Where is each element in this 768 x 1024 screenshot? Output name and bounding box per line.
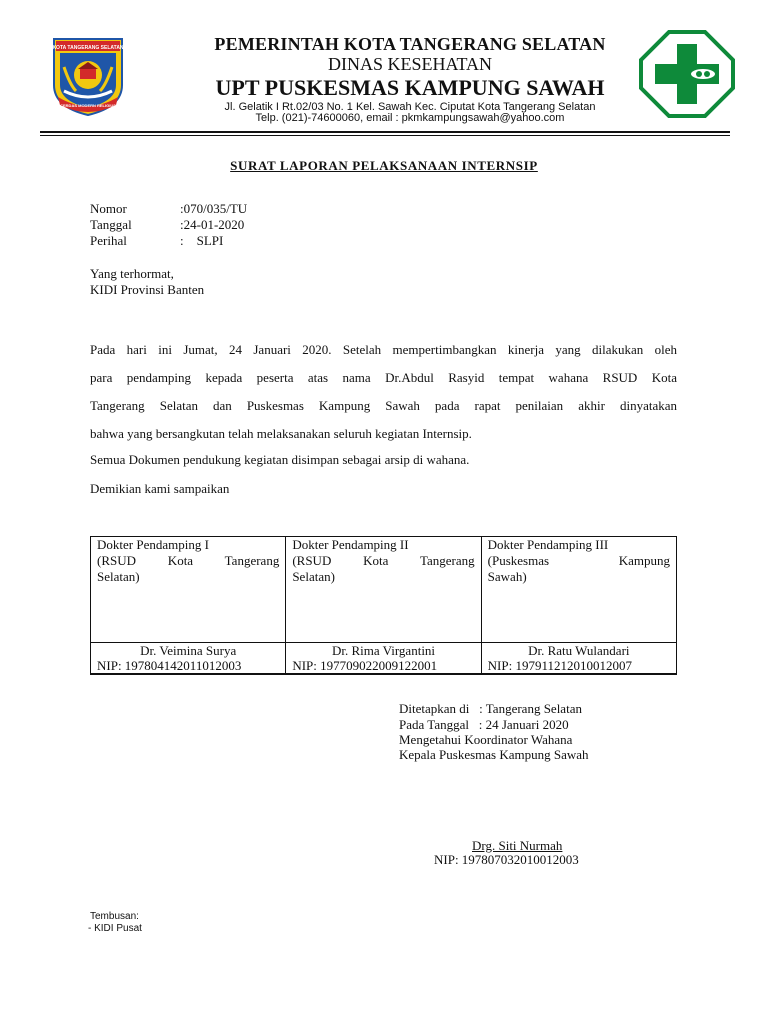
letter-title — [0, 158, 768, 174]
signer-institution-cont: Selatan) — [292, 569, 335, 584]
approval-place: Ditetapkan di : Tangerang Selatan — [399, 701, 582, 716]
signer-name-cell — [481, 643, 676, 675]
paragraph-line: para pendamping kepada peserta atas nama Dr.Abdul Rasyid tempat wahana RSUD Kota — [90, 370, 677, 385]
signature-table — [90, 536, 677, 675]
signer-cell — [91, 537, 286, 643]
salutation-line: Yang terhormat, — [90, 266, 174, 281]
header-institution: UPT PUSKESMAS KAMPUNG SAWAH — [215, 75, 605, 100]
signer-cell — [481, 537, 676, 643]
paragraph-line: Pada hari ini Jumat, 24 Januari 2020. Setelah mempertimbangkan kinerja yang dilakukan oleh — [90, 342, 677, 357]
signer-role: Dokter Pendamping I — [97, 537, 209, 552]
head-name: Drg. Siti Nurmah — [472, 838, 563, 853]
approval-date: Pada Tanggal : 24 Januari 2020 — [399, 717, 569, 732]
archive-line: Semua Dokumen pendukung kegiatan disimpan sebagai arsip di wahana. — [90, 452, 470, 467]
signer-cell — [286, 537, 481, 643]
signature-name-row — [91, 643, 677, 675]
meta-value-subject: : SLPI — [180, 233, 224, 248]
closing-line: Demikian kami sampaikan — [90, 481, 230, 496]
signer-institution-cont: Sawah) — [487, 569, 527, 584]
header-rule-thick — [40, 131, 730, 133]
signer-name-cell — [286, 643, 481, 675]
paragraph-line: Tangerang Selatan dan Puskesmas Kampung Sawah pada rapat penilaian akhir dinyatakan — [90, 398, 677, 413]
meta-label-number: Nomor — [90, 201, 127, 216]
meta-label-subject: Perihal — [90, 233, 127, 248]
crest-bottom-text: CERDAS MODERN RELIGIUS — [60, 103, 116, 108]
header-contact: Telp. (021)-74600060, email : pkmkampungsawah@yahoo.com — [255, 112, 565, 124]
city-crest-logo — [50, 35, 126, 117]
body-paragraph — [90, 336, 677, 448]
signer-nip: NIP: 197911212010012007 — [487, 658, 632, 673]
header-government: PEMERINTAH KOTA TANGERANG SELATAN — [214, 34, 606, 54]
meta-value-number: :070/035/TU — [180, 201, 248, 216]
recipient-line: KIDI Provinsi Banten — [90, 282, 205, 297]
signer-role: Dokter Pendamping III — [487, 537, 609, 552]
header-rule-thin — [40, 135, 730, 136]
meta-value-date: :24-01-2020 — [180, 217, 245, 232]
meta-label-date: Tanggal — [90, 217, 132, 232]
approval-known: Mengetahui Koordinator Wahana — [399, 732, 573, 747]
signer-name: Dr. Rima Virgantini — [331, 643, 436, 658]
signer-nip: NIP: 197804142011012003 — [97, 658, 242, 673]
paragraph-line: bahwa yang bersangkutan telah melaksanakan seluruh kegiatan Internsip. — [90, 426, 472, 441]
signer-nip: NIP: 197709022009122001 — [292, 658, 438, 673]
cc-item: - KIDI Pusat — [88, 923, 142, 934]
signer-institution: (Puskesmas Kampung — [487, 553, 670, 568]
signer-name: Dr. Veimina Surya — [140, 643, 237, 658]
signer-name-cell — [91, 643, 286, 675]
signer-institution: (RSUD Kota Tangerang — [292, 553, 475, 568]
signer-institution: (RSUD Kota Tangerang — [97, 553, 280, 568]
signer-role: Dokter Pendamping II — [292, 537, 409, 552]
header-department: DINAS KESEHATAN — [327, 54, 493, 74]
signer-name: Dr. Ratu Wulandari — [528, 643, 630, 658]
signature-role-row — [91, 537, 677, 643]
letter-title-text: SURAT LAPORAN PELAKSANAAN INTERNSIP — [230, 158, 538, 173]
head-nip: NIP: 197807032010012003 — [434, 852, 579, 867]
header-address: Jl. Gelatik I Rt.02/03 No. 1 Kel. Sawah Kec. Ciputat Kota Tangerang Selatan — [224, 101, 596, 113]
cc-label: Tembusan: — [90, 911, 139, 922]
signer-institution-cont: Selatan) — [97, 569, 140, 584]
approval-position: Kepala Puskesmas Kampung Sawah — [399, 747, 589, 762]
crest-top-text: KOTA TANGERANG SELATAN — [52, 45, 124, 51]
